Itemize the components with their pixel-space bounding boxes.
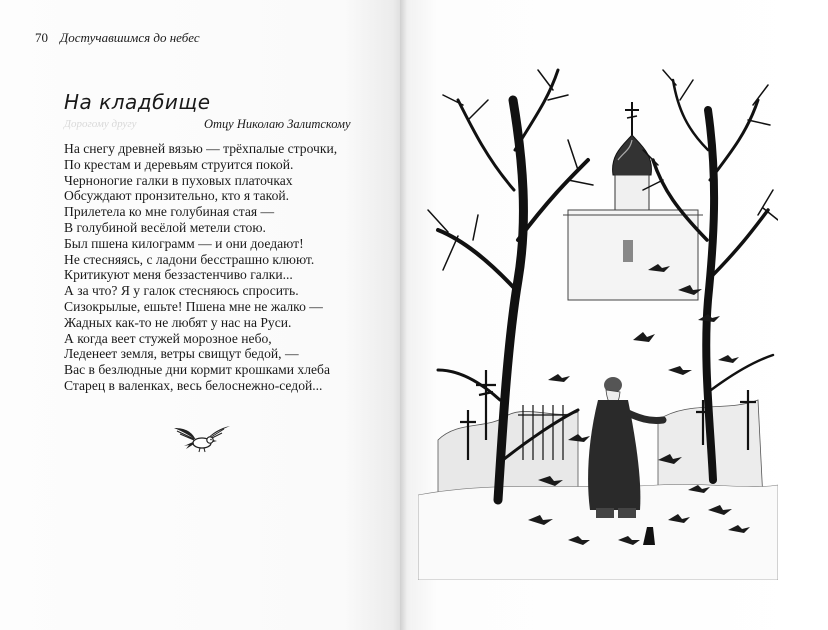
poem-line: Сизокрылые, ешьте! Пшена мне не жалко —	[64, 298, 323, 314]
winter-cemetery-illustration	[418, 40, 778, 580]
poem-line: Критикуют меня беззастенчиво галки...	[64, 267, 293, 283]
poem-title: На кладбище	[64, 90, 211, 114]
poem-line: По крестам и деревьям струится покой.	[64, 156, 294, 172]
poem-line: В голубиной весёлой метели стою.	[64, 219, 266, 235]
poem-line: Старец в валенках, весь белоснежно-седой...	[64, 377, 323, 393]
show-through-text: Дорогому другу	[64, 118, 137, 130]
left-page	[0, 0, 405, 630]
poem-line: Вас в безлюдные дни кормит крошками хлеба	[64, 362, 330, 378]
poem-line: А когда веет стужей морозное небо,	[64, 330, 272, 346]
poem-line: Леденеет земля, ветры свищут бедой, —	[64, 346, 299, 362]
poem-line: Обсуждают пронзительно, кто я такой.	[64, 188, 290, 204]
poem-line: Был пшена килограмм — и они доедают!	[64, 235, 304, 251]
running-head	[35, 30, 200, 46]
page-number: 70	[35, 30, 48, 45]
poem-line: Жадных как-то не любят у нас на Руси.	[64, 314, 292, 330]
poem-line: Черноногие галки в пуховых платочках	[64, 172, 293, 188]
dedication: Отцу Николаю Залитскому	[204, 117, 351, 131]
poem-line: Не стесняясь, с ладони бесстрашно клюют.	[64, 251, 315, 267]
poem-line: Прилетела ко мне голубиная стая —	[64, 204, 275, 220]
poem-body	[64, 141, 337, 394]
poem-line: На снегу древней вязью — трёхпалые строчки,	[64, 141, 338, 156]
poem-line: А за что? Я у галок стесняюсь спросить.	[64, 283, 299, 299]
running-title: Достучавшимся до небес	[60, 30, 200, 45]
church-icon	[563, 102, 703, 300]
dove-icon	[172, 422, 232, 456]
